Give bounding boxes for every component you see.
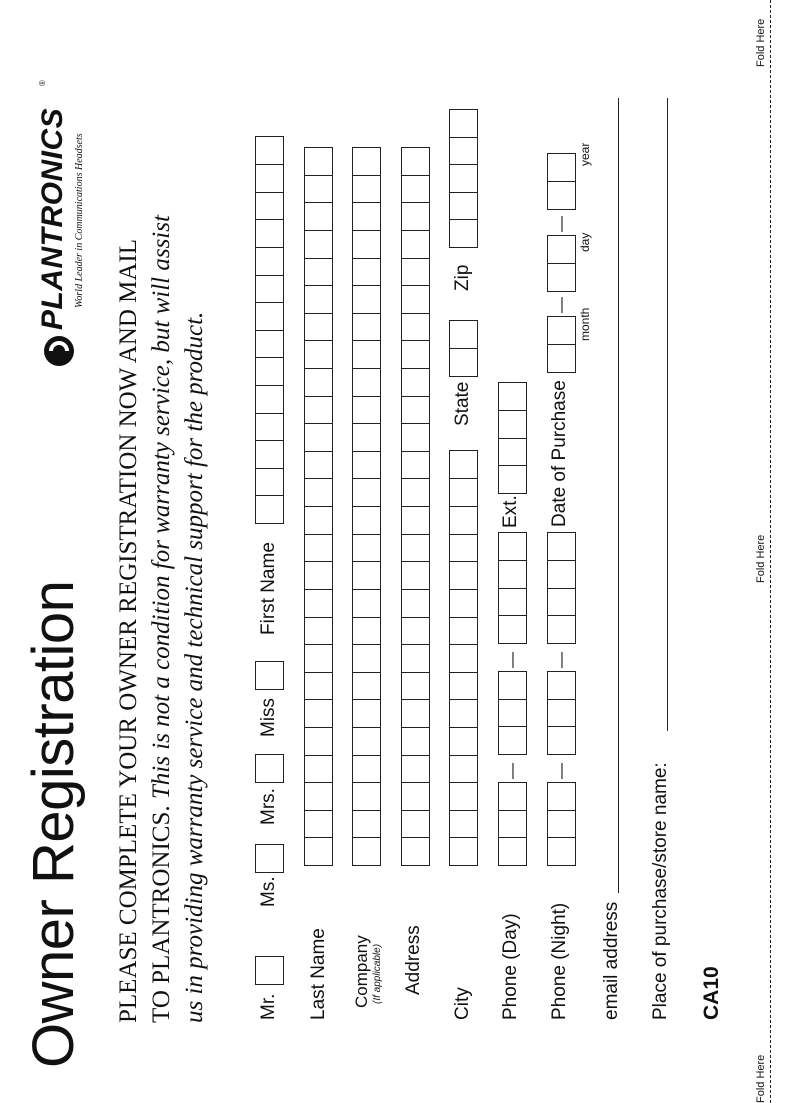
ext-label: Ext. [500,495,521,528]
char-box[interactable] [352,561,381,590]
char-box[interactable] [449,561,478,590]
char-box[interactable] [401,754,430,783]
logo-wordmark: PLANTRONICS [36,107,69,330]
miss-label: Miss [258,697,279,737]
char-box[interactable] [547,782,576,811]
fold-here-label-right: Fold Here [755,18,767,67]
month-caption: month [578,307,592,341]
char-box[interactable] [352,230,381,259]
char-box[interactable] [304,727,333,756]
char-box[interactable] [304,285,333,314]
char-box[interactable] [304,423,333,452]
char-box[interactable] [255,247,284,276]
char-box[interactable] [547,263,576,292]
ext-input[interactable] [498,384,527,494]
char-box[interactable] [401,450,430,479]
char-box[interactable] [547,671,576,700]
ms-checkbox[interactable] [255,844,284,873]
day-caption: day [578,232,592,252]
char-box[interactable] [498,587,527,616]
char-box[interactable] [255,412,284,441]
char-box[interactable] [304,174,333,203]
char-box[interactable] [449,450,478,479]
date-dash-2: — [553,216,570,232]
char-box[interactable] [352,754,381,783]
date-dash-1: — [553,297,570,313]
char-box[interactable] [352,285,381,314]
zip-label: Zip [452,264,473,291]
char-box[interactable] [255,191,284,220]
phone-day-line-input[interactable] [498,534,527,644]
char-box[interactable] [352,368,381,397]
char-box[interactable] [401,699,430,728]
char-box[interactable] [401,202,430,231]
mr-checkbox[interactable] [255,956,284,985]
char-box[interactable] [401,147,430,176]
char-box[interactable] [352,395,381,424]
char-box[interactable] [255,329,284,358]
char-box[interactable] [255,164,284,193]
purchase-month-input[interactable] [547,318,576,373]
mrs-label: Mrs. [258,788,279,825]
char-box[interactable] [449,478,478,507]
char-box[interactable] [401,478,430,507]
char-box[interactable] [304,395,333,424]
char-box[interactable] [401,368,430,397]
char-box[interactable] [498,837,527,866]
mr-label: Mr. [258,993,279,1020]
char-box[interactable] [498,437,527,466]
char-box[interactable] [401,395,430,424]
char-box[interactable] [352,782,381,811]
char-box[interactable] [352,644,381,673]
city-input[interactable] [449,452,478,866]
char-box[interactable] [449,136,478,165]
char-box[interactable] [352,450,381,479]
char-box[interactable] [449,699,478,728]
char-box[interactable] [401,257,430,286]
first-name-label: First Name [258,542,279,635]
bottom-fold-line [770,0,771,1103]
char-box[interactable] [449,837,478,866]
char-box[interactable] [401,782,430,811]
char-box[interactable] [401,340,430,369]
char-box[interactable] [498,615,527,644]
address-input[interactable] [401,148,430,866]
year-caption: year [578,142,592,166]
char-box[interactable] [304,368,333,397]
logo-mark-icon [42,332,76,368]
char-box[interactable] [304,506,333,535]
phone-day-dash-1: — [504,763,521,779]
state-label: State [452,381,473,426]
last-name-label: Last Name [308,928,329,1020]
char-box[interactable] [304,561,333,590]
char-box[interactable] [498,671,527,700]
char-box[interactable] [352,312,381,341]
phone-day-dash-2: — [504,652,521,668]
char-box[interactable] [352,423,381,452]
char-box[interactable] [255,136,284,165]
instructions [112,203,211,1023]
phone-day-prefix-input[interactable] [498,672,527,755]
miss-checkbox[interactable] [255,661,284,690]
char-box[interactable] [255,302,284,331]
char-box[interactable] [352,589,381,618]
char-box[interactable] [304,230,333,259]
ms-label: Ms. [258,876,279,907]
last-name-input[interactable] [304,148,333,866]
fold-here-label-center: Fold Here [755,534,767,583]
place-of-purchase-label: Place of purchase/store name: [650,762,671,1020]
char-box[interactable] [352,202,381,231]
char-box[interactable] [449,644,478,673]
char-box[interactable] [352,340,381,369]
char-box[interactable] [449,219,478,248]
char-box[interactable] [498,726,527,755]
mrs-checkbox[interactable] [255,754,284,783]
char-box[interactable] [449,506,478,535]
email-input-line[interactable] [618,98,619,893]
char-box[interactable] [547,837,576,866]
char-box[interactable] [449,533,478,562]
char-box[interactable] [304,589,333,618]
char-box[interactable] [401,561,430,590]
state-input[interactable] [449,322,478,377]
char-box[interactable] [401,285,430,314]
char-box[interactable] [304,699,333,728]
char-box[interactable] [449,164,478,193]
char-box[interactable] [304,147,333,176]
char-box[interactable] [449,809,478,838]
char-box[interactable] [547,809,576,838]
phone-night-line-input[interactable] [547,534,576,644]
purchase-day-input[interactable] [547,237,576,292]
date-of-purchase-label: Date of Purchase [549,380,570,527]
char-box[interactable] [255,219,284,248]
char-box[interactable] [449,727,478,756]
char-box[interactable] [498,532,527,561]
first-name-input[interactable] [255,137,284,524]
char-box[interactable] [449,616,478,645]
char-box[interactable] [401,589,430,618]
char-box[interactable] [449,589,478,618]
char-box[interactable] [547,726,576,755]
char-box[interactable] [547,615,576,644]
char-box[interactable] [304,202,333,231]
char-box[interactable] [352,478,381,507]
char-box[interactable] [352,699,381,728]
phone-night-prefix-input[interactable] [547,672,576,755]
char-box[interactable] [304,257,333,286]
zip-input[interactable] [449,110,478,248]
char-box[interactable] [304,533,333,562]
char-box[interactable] [255,274,284,303]
char-box[interactable] [498,560,527,589]
company-input[interactable] [352,148,381,866]
char-box[interactable] [498,698,527,727]
char-box[interactable] [547,235,576,264]
char-box[interactable] [352,727,381,756]
char-box[interactable] [401,174,430,203]
char-box[interactable] [547,587,576,616]
city-label: City [452,987,473,1020]
char-box[interactable] [304,754,333,783]
email-label: email address [601,901,622,1020]
char-box[interactable] [401,616,430,645]
char-box[interactable] [547,560,576,589]
char-box[interactable] [255,495,284,524]
phone-day-label: Phone (Day) [500,913,521,1020]
logo-tagline: World Leader in Communications Headsets [74,133,85,308]
place-of-purchase-input-line[interactable] [667,98,668,731]
phone-night-label: Phone (Night) [549,902,570,1020]
char-box[interactable] [352,257,381,286]
char-box[interactable] [352,616,381,645]
char-box[interactable] [401,312,430,341]
char-box[interactable] [304,644,333,673]
registered-mark: ® [38,80,47,86]
char-box[interactable] [401,671,430,700]
char-box[interactable] [304,478,333,507]
char-box[interactable] [449,671,478,700]
phone-night-dash-1: — [553,763,570,779]
phone-night-dash-2: — [553,652,570,668]
char-box[interactable] [304,340,333,369]
char-box[interactable] [401,423,430,452]
company-label: Company [352,935,371,1008]
phone-day-area-input[interactable] [498,783,527,866]
char-box[interactable] [352,837,381,866]
char-box[interactable] [547,181,576,210]
char-box[interactable] [449,782,478,811]
char-box[interactable] [401,506,430,535]
char-box[interactable] [498,410,527,439]
char-box[interactable] [304,837,333,866]
char-box[interactable] [547,153,576,182]
char-box[interactable] [401,230,430,259]
char-box[interactable] [498,382,527,411]
purchase-year-input[interactable] [547,155,576,210]
plantronics-logo [38,48,98,368]
char-box[interactable] [401,533,430,562]
address-label: Address [403,925,424,995]
char-box[interactable] [401,727,430,756]
char-box[interactable] [304,312,333,341]
form-code: CA10 [700,966,723,1020]
char-box[interactable] [547,344,576,373]
char-box[interactable] [498,782,527,811]
instructions-plain: PLEASE COMPLETE YOUR OWNER REGISTRATION NOW AND MAIL TO PLANTRONICS. [115,239,175,1023]
char-box[interactable] [449,320,478,349]
char-box[interactable] [352,671,381,700]
char-box[interactable] [401,644,430,673]
char-box[interactable] [401,809,430,838]
char-box[interactable] [304,616,333,645]
phone-night-area-input[interactable] [547,783,576,866]
char-box[interactable] [304,450,333,479]
char-box[interactable] [352,506,381,535]
char-box[interactable] [255,440,284,469]
char-box[interactable] [498,465,527,494]
char-box[interactable] [547,698,576,727]
char-box[interactable] [352,809,381,838]
page-title: Owner Registration [21,580,86,1068]
char-box[interactable] [255,385,284,414]
char-box[interactable] [449,754,478,783]
char-box[interactable] [449,109,478,138]
char-box[interactable] [401,837,430,866]
char-box[interactable] [449,191,478,220]
char-box[interactable] [304,671,333,700]
char-box[interactable] [352,533,381,562]
char-box[interactable] [304,782,333,811]
fold-here-label-left: Fold Here [755,1054,767,1103]
char-box[interactable] [547,316,576,345]
char-box[interactable] [304,809,333,838]
instructions-italic: This is not a condition for warranty service, but will assist us in providing warranty service and technical support for the product. [148,215,208,1023]
char-box[interactable] [449,348,478,377]
char-box[interactable] [255,357,284,386]
char-box[interactable] [498,809,527,838]
company-note: (If applicable) [372,943,383,1004]
char-box[interactable] [255,467,284,496]
char-box[interactable] [547,532,576,561]
char-box[interactable] [352,174,381,203]
char-box[interactable] [352,147,381,176]
